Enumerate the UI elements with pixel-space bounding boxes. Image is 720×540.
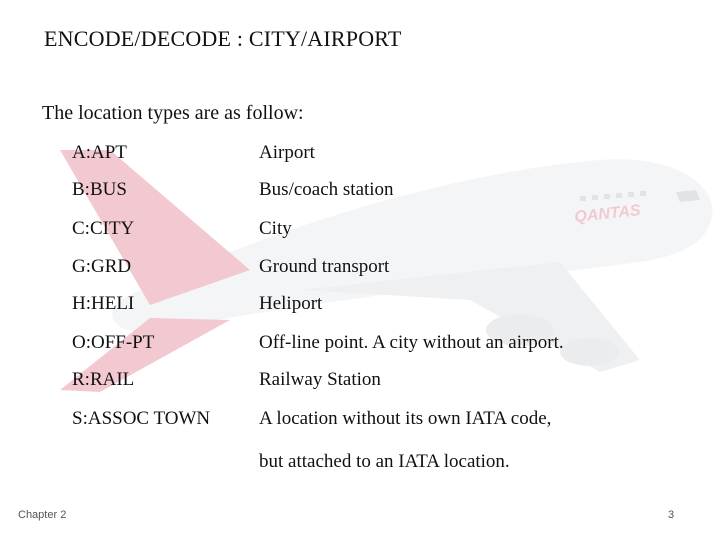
- location-type-code: C:CITY: [72, 218, 135, 239]
- airplane-window: [640, 191, 646, 196]
- location-type-code: H:HELI: [72, 293, 135, 314]
- location-type-description: Railway Station: [259, 369, 381, 390]
- location-type-row: [72, 175, 632, 214]
- intro-text: The location types are as follow:: [42, 102, 304, 124]
- slide-title: ENCODE/DECODE : CITY/AIRPORT: [44, 26, 402, 51]
- airplane-logo-text: QANTAS: [573, 202, 642, 226]
- location-type-code: B:BUS: [72, 179, 127, 200]
- location-type-description: Off-line point. A city without an airport.: [259, 332, 564, 353]
- location-type-row: [72, 365, 632, 404]
- location-type-code: G:GRD: [72, 256, 132, 277]
- location-type-description: Heliport: [259, 293, 323, 314]
- location-type-description: Bus/coach station: [259, 179, 394, 200]
- airplane-cockpit: [676, 190, 700, 202]
- location-type-code: S:ASSOC TOWN: [72, 408, 211, 429]
- location-type-code: R:RAIL: [72, 369, 135, 390]
- location-type-row: [72, 328, 632, 365]
- footer-page-number: 3: [668, 509, 675, 521]
- footer-chapter-label: Chapter 2: [18, 509, 67, 521]
- location-types-list: [72, 138, 632, 442]
- location-type-description: Airport: [259, 142, 315, 163]
- location-type-row: [72, 252, 632, 289]
- location-type-row: [72, 138, 632, 175]
- location-type-row: [72, 404, 632, 442]
- location-type-code: A:APT: [72, 142, 127, 163]
- location-type-description-continuation: but attached to an IATA location.: [259, 451, 510, 472]
- location-type-code: O:OFF-PT: [72, 332, 155, 353]
- location-type-description: A location without its own IATA code,: [259, 408, 552, 429]
- location-type-description: Ground transport: [259, 256, 390, 277]
- location-type-row: [72, 289, 632, 328]
- location-type-row: [72, 214, 632, 252]
- location-type-description: City: [259, 218, 292, 239]
